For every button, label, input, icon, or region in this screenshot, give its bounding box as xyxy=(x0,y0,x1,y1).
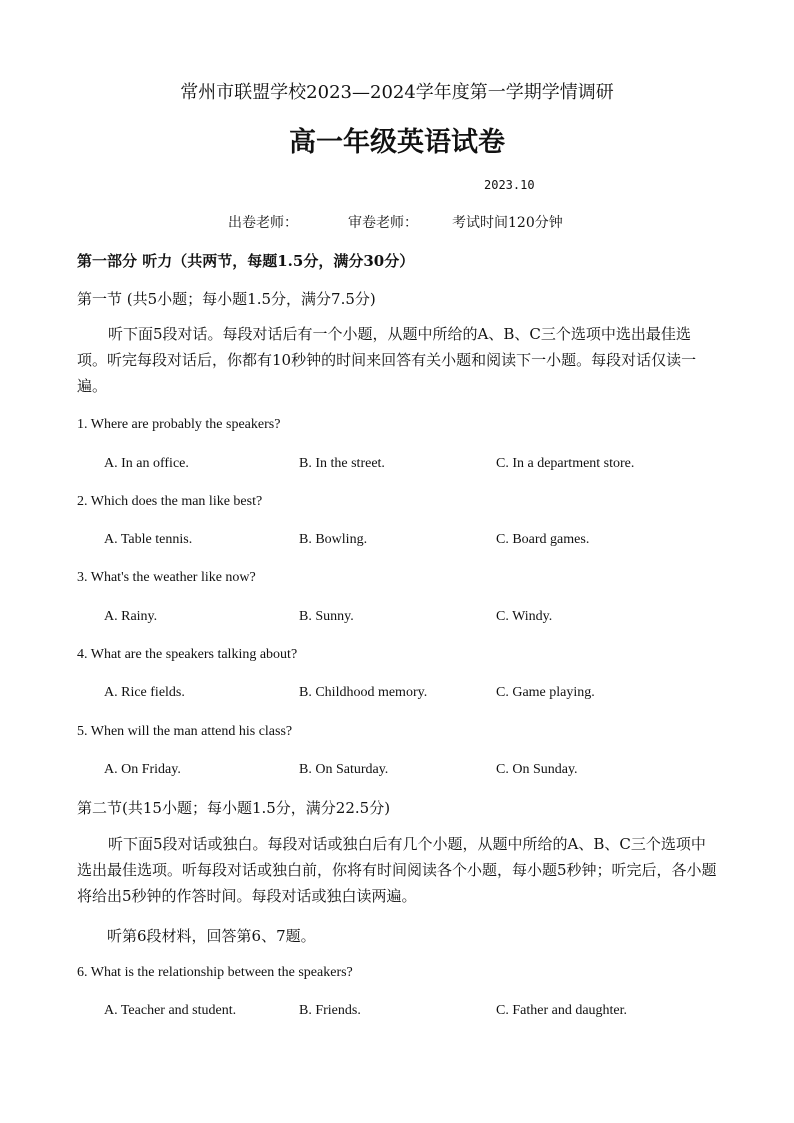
q3-option-a: A. Rainy. xyxy=(104,609,158,624)
q3-option-b: B. Sunny. xyxy=(299,609,354,624)
q2-option-a: A. Table tennis. xyxy=(104,532,193,547)
section2-heading: 第二节(共15小题；每小题1.5分，满分22.5分) xyxy=(77,799,391,817)
q4-option-c: C. Game playing. xyxy=(496,685,595,700)
q5-option-b: B. On Saturday. xyxy=(299,762,389,777)
q5-option-c: C. On Sunday. xyxy=(496,762,578,777)
part1-heading: 第一部分 听力（共两节，每题1.5分，满分30分） xyxy=(77,252,415,270)
question-4: 4. What are the speakers talking about? xyxy=(77,647,298,662)
exam-duration: 考试时间120分钟 xyxy=(452,215,563,231)
q6-option-c: C. Father and daughter. xyxy=(496,1003,628,1018)
exam-title: 高一年级英语试卷 xyxy=(289,127,505,158)
q1-option-c: C. In a department store. xyxy=(496,456,635,471)
q4-option-a: A. Rice fields. xyxy=(104,685,185,700)
q3-option-c: C. Windy. xyxy=(496,609,553,624)
question-5: 5. When will the man attend his class? xyxy=(77,724,293,739)
school-line: 常州市联盟学校2023—2024学年度第一学期学情调研 xyxy=(180,82,614,103)
reviewer-label: 审卷老师： xyxy=(348,215,418,231)
question-3: 3. What's the weather like now? xyxy=(77,570,256,585)
setter-label: 出卷老师： xyxy=(228,215,298,231)
q2-option-b: B. Bowling. xyxy=(299,532,368,547)
q6-option-b: B. Friends. xyxy=(299,1003,361,1018)
q1-option-a: A. In an office. xyxy=(104,456,189,471)
material-6-lead: 听第6段材料，回答第6、7题。 xyxy=(107,927,316,945)
question-1: 1. Where are probably the speakers? xyxy=(77,417,281,432)
question-6: 6. What is the relationship between the speakers? xyxy=(77,965,353,980)
section1-instructions: 听下面5段对话。每段对话后有一个小题，从题中所给的A、B、C三个选项中选出最佳选项。听完每段对话后，你都有10秒钟的时间来回答有关小题和阅读下一小题。每段对话仅读一遍。 xyxy=(77,325,697,395)
question-2: 2. Which does the man like best? xyxy=(77,494,263,509)
section2-instructions: 听下面5段对话或独白。每段对话或独白后有几个小题，从题中所给的A、B、C三个选项中选出最佳选项。听每段对话或独白前，你将有时间阅读各个小题，每小题5秒钟；听完后，各小题将给出5秒钟的作答时间。每段对话或独白读两遍。 xyxy=(77,835,717,905)
q4-option-b: B. Childhood memory. xyxy=(299,685,428,700)
q2-option-c: C. Board games. xyxy=(496,532,590,547)
exam-date: 2023.10 xyxy=(484,178,535,192)
q1-option-b: B. In the street. xyxy=(299,456,385,471)
q5-option-a: A. On Friday. xyxy=(104,762,181,777)
section1-heading: 第一节 (共5小题；每小题1.5分，满分7.5分) xyxy=(77,290,376,308)
q6-option-a: A. Teacher and student. xyxy=(104,1003,237,1018)
